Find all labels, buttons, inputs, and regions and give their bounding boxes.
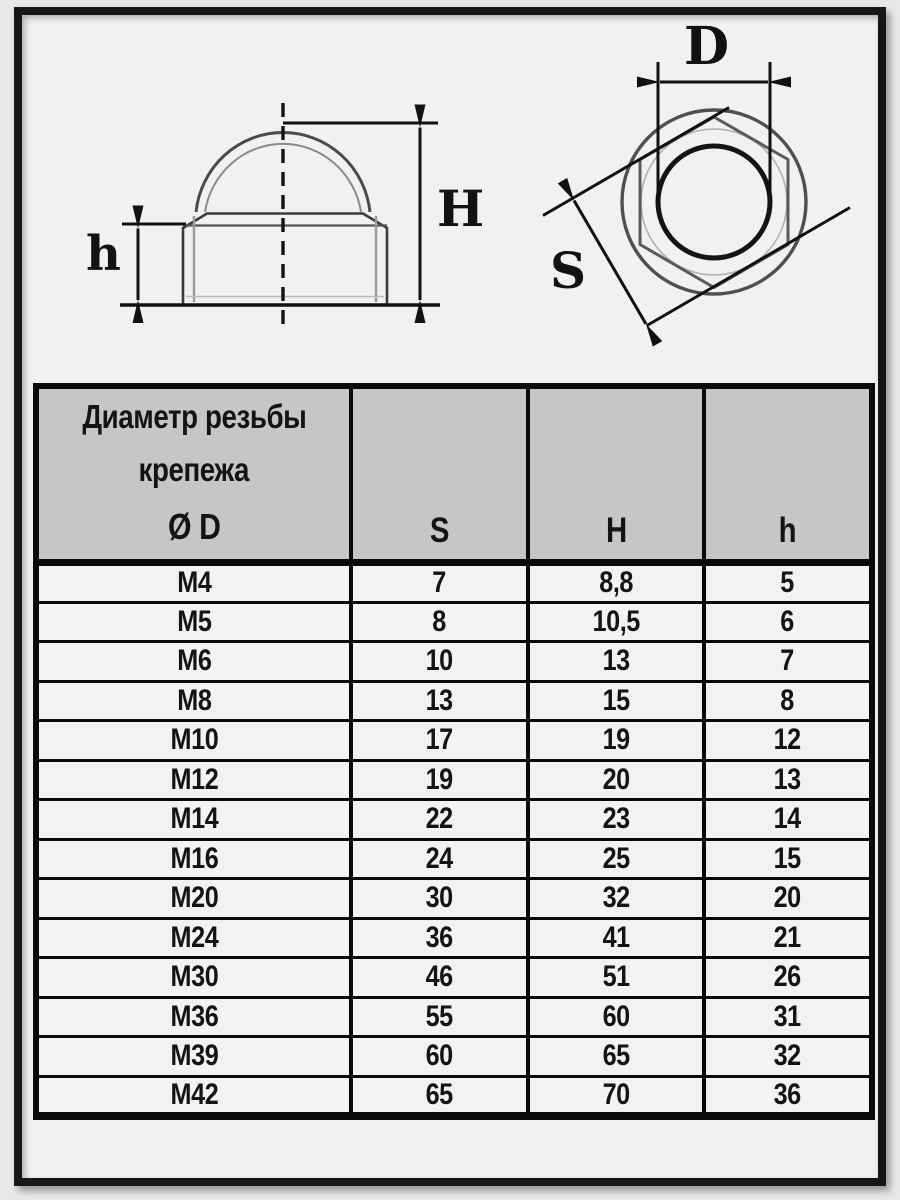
table-cell: 31 bbox=[704, 997, 872, 1037]
table-row bbox=[36, 879, 872, 919]
table-cell: 25 bbox=[528, 839, 704, 879]
header-line-3: Ø D bbox=[167, 506, 221, 547]
table-cell: 13 bbox=[351, 681, 528, 721]
header-H bbox=[528, 386, 704, 563]
table-row bbox=[36, 839, 872, 879]
table-cell: 8 bbox=[351, 602, 528, 642]
table-cell: 70 bbox=[528, 1076, 704, 1116]
table-cell: 21 bbox=[704, 918, 872, 958]
table-cell: M24 bbox=[36, 918, 351, 958]
table-cell: 8,8 bbox=[528, 563, 704, 603]
table-cell: 12 bbox=[704, 721, 872, 761]
dim-label-H: H bbox=[437, 179, 485, 238]
table-cell: M36 bbox=[36, 997, 351, 1037]
table-cell: 7 bbox=[704, 642, 872, 682]
table-cell: 10,5 bbox=[528, 602, 704, 642]
table-row bbox=[36, 602, 872, 642]
table-cell: 5 bbox=[704, 563, 872, 603]
table-cell: 60 bbox=[528, 997, 704, 1037]
table-row bbox=[36, 642, 872, 682]
table-cell: 30 bbox=[351, 879, 528, 919]
table-cell: M42 bbox=[36, 1076, 351, 1116]
header-line-2: крепежа bbox=[138, 451, 250, 488]
table-cell: M10 bbox=[36, 721, 351, 761]
table-row bbox=[36, 681, 872, 721]
table-row bbox=[36, 997, 872, 1037]
table-cell: 32 bbox=[528, 879, 704, 919]
table-row bbox=[36, 918, 872, 958]
table-cell: M30 bbox=[36, 958, 351, 998]
table-header-row bbox=[36, 386, 872, 563]
table-cell: M20 bbox=[36, 879, 351, 919]
table-row bbox=[36, 1076, 872, 1116]
side-view-drawing bbox=[120, 103, 440, 332]
table-cell: 20 bbox=[704, 879, 872, 919]
table-cell: 8 bbox=[704, 681, 872, 721]
table-cell: 55 bbox=[351, 997, 528, 1037]
header-S bbox=[351, 386, 528, 563]
table-cell: 65 bbox=[351, 1076, 528, 1116]
table-row bbox=[36, 1037, 872, 1077]
table-cell: 7 bbox=[351, 563, 528, 603]
table-row bbox=[36, 800, 872, 840]
table-cell: M14 bbox=[36, 800, 351, 840]
table-cell: 22 bbox=[351, 800, 528, 840]
table-cell: 23 bbox=[528, 800, 704, 840]
table-cell: 36 bbox=[351, 918, 528, 958]
header-h-label: h bbox=[778, 511, 797, 550]
table-cell: M12 bbox=[36, 760, 351, 800]
table-cell: 46 bbox=[351, 958, 528, 998]
dimensions-table bbox=[33, 383, 875, 1120]
table-cell: 36 bbox=[704, 1076, 872, 1116]
table-row bbox=[36, 563, 872, 603]
header-line-1: Диаметр резьбы bbox=[81, 398, 307, 435]
table-cell: 17 bbox=[351, 721, 528, 761]
table-cell: 51 bbox=[528, 958, 704, 998]
top-view-drawing bbox=[543, 62, 850, 326]
header-thread-diameter bbox=[36, 386, 351, 563]
table-cell: 10 bbox=[351, 642, 528, 682]
table-cell: 6 bbox=[704, 602, 872, 642]
dim-label-D: D bbox=[684, 16, 730, 77]
header-H-label: H bbox=[605, 511, 627, 550]
dim-label-h: h bbox=[86, 226, 121, 282]
table-cell: M39 bbox=[36, 1037, 351, 1077]
table-cell: M4 bbox=[36, 563, 351, 603]
table-cell: 15 bbox=[528, 681, 704, 721]
table-cell: M5 bbox=[36, 602, 351, 642]
table-cell: 19 bbox=[351, 760, 528, 800]
table-cell: 13 bbox=[704, 760, 872, 800]
table-cell: 14 bbox=[704, 800, 872, 840]
table-row bbox=[36, 958, 872, 998]
table-cell: M16 bbox=[36, 839, 351, 879]
table-cell: 26 bbox=[704, 958, 872, 998]
table-cell: 20 bbox=[528, 760, 704, 800]
table-cell: 24 bbox=[351, 839, 528, 879]
table-cell: M8 bbox=[36, 681, 351, 721]
table-cell: 65 bbox=[528, 1037, 704, 1077]
table-cell: 32 bbox=[704, 1037, 872, 1077]
header-S-label: S bbox=[429, 511, 450, 550]
table-row bbox=[36, 721, 872, 761]
table-cell: M6 bbox=[36, 642, 351, 682]
table-cell: 13 bbox=[528, 642, 704, 682]
table-cell: 19 bbox=[528, 721, 704, 761]
dim-label-S: S bbox=[550, 241, 587, 300]
table-cell: 15 bbox=[704, 839, 872, 879]
table-row bbox=[36, 760, 872, 800]
table-cell: 41 bbox=[528, 918, 704, 958]
table-cell: 60 bbox=[351, 1037, 528, 1077]
table-body bbox=[36, 563, 872, 1116]
header-h bbox=[704, 386, 872, 563]
